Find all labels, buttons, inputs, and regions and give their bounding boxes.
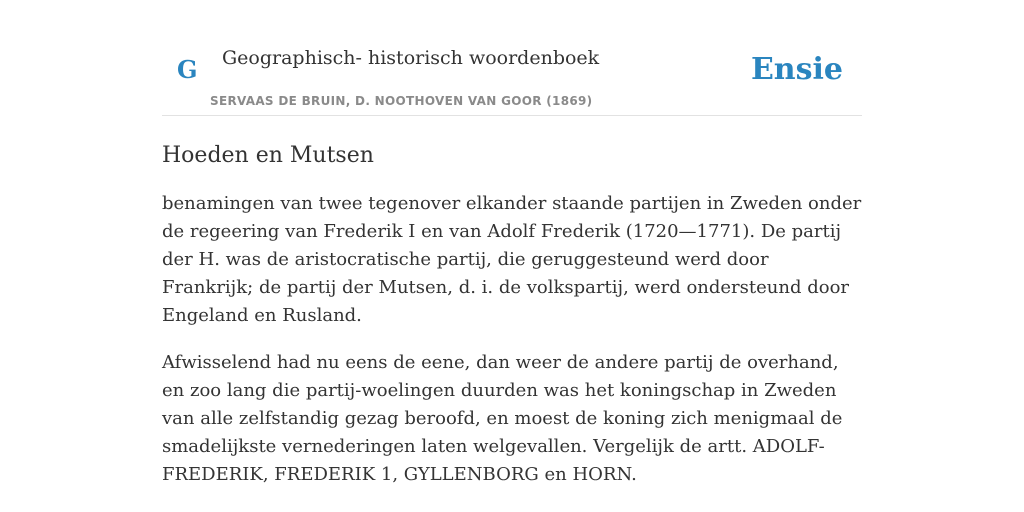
entry-paragraph: benamingen van twee tegenover elkander staande partijen in Zweden onder de regeering van Frederik I en van Adolf Frederik (1720—1771). De partij der H. was de aristocratische partij, die geruggesteund werd door Frankrijk; de partij der Mutsen, d. i. de volkspartij, werd ondersteund door Engeland en Rusland. <box>162 193 862 326</box>
book-title[interactable]: Geographisch- historisch woordenboek <box>222 47 600 69</box>
entry-title: Hoeden en Mutsen <box>162 143 374 168</box>
header <box>162 0 862 116</box>
page <box>162 0 862 489</box>
book-initial-logo[interactable]: G <box>177 55 198 84</box>
book-authors: SERVAAS DE BRUIN, D. NOOTHOVEN VAN GOOR (1869) <box>210 94 593 108</box>
brand-logo[interactable]: Ensie <box>750 52 843 87</box>
entry-paragraph: Afwisselend had nu eens de eene, dan weer de andere partij de overhand, en zoo lang die partij-woelingen duurden was het koningschap in Zweden van alle zelfstandig gezag beroofd, en moest de koning zich menigmaal de smadelijkste vernederingen laten welgevallen. Vergelijk de artt. ADOLF-FREDERIK, FREDERIK 1, GYLLENBORG en HORN. <box>162 352 843 485</box>
entry-body <box>162 190 862 489</box>
